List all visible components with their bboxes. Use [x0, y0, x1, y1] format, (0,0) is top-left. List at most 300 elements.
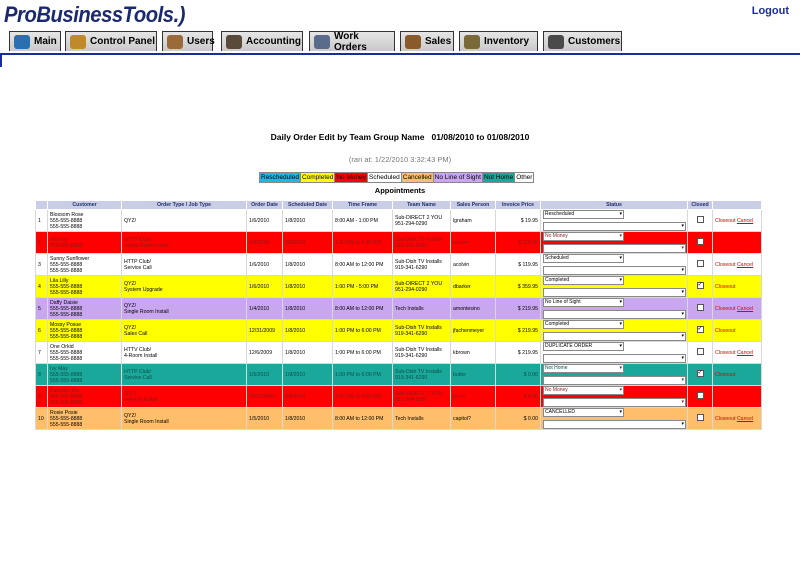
- sales-person: amontesino: [453, 305, 480, 312]
- invoice-price: $ 219.95: [517, 305, 538, 312]
- scheduled-date: 1/8/2010: [285, 239, 306, 246]
- column-header: Team Name: [393, 201, 451, 210]
- salesperson-icon: [405, 35, 421, 49]
- status-cell: [541, 298, 688, 320]
- status-select[interactable]: Scheduled ▾: [543, 254, 624, 263]
- scheduled-date: 1/8/2010: [285, 415, 306, 422]
- status-note-select[interactable]: [543, 332, 686, 341]
- order-cell: [122, 320, 247, 342]
- closeout-link[interactable]: Closeout: [715, 349, 736, 356]
- tab-label: Users: [187, 36, 215, 47]
- order-date: 1/6/2010: [249, 239, 270, 246]
- customer-name: Rosie Posie: [50, 409, 78, 416]
- closeout-link[interactable]: Closeout: [715, 261, 736, 268]
- status-note-select[interactable]: [543, 310, 686, 319]
- order-date-cell: [247, 210, 283, 232]
- legend-item: Not Home: [483, 174, 514, 181]
- customer-phone: 555-555-8888: [50, 393, 83, 400]
- time-frame-cell: [333, 320, 393, 342]
- time-frame-cell: [333, 386, 393, 408]
- status-note-select[interactable]: [543, 288, 686, 297]
- customer-cell: [48, 232, 122, 254]
- team-name: Sub-Dish TV Installs: [395, 236, 442, 243]
- app-logo: ProBusinessTools.): [4, 2, 186, 27]
- status-cell: [541, 342, 688, 364]
- customer-name: One Orkid: [50, 343, 74, 350]
- customer-phone: 555-555-8888: [50, 327, 83, 334]
- cancel-link[interactable]: Cancel: [736, 217, 754, 224]
- customer-cell: [48, 320, 122, 342]
- customer-cell: [48, 276, 122, 298]
- closed-cell: [688, 364, 713, 386]
- closed-checkbox[interactable]: [697, 392, 704, 399]
- job-type: 4-Room Install: [124, 396, 158, 403]
- closed-cell: [688, 386, 713, 408]
- scheduled-date-cell: [283, 320, 333, 342]
- customer-phone: 555-555-8888: [50, 415, 83, 422]
- customer-phone: 555-555-8888: [50, 377, 83, 384]
- closeout-link[interactable]: Closeout: [715, 327, 736, 334]
- column-header: [713, 201, 762, 210]
- scheduled-date: 1/8/2010: [285, 393, 306, 400]
- closed-checkbox[interactable]: [697, 370, 704, 377]
- status-cell: [541, 386, 688, 408]
- customers-icon: [548, 35, 564, 49]
- invoice-price: $ 219.95: [517, 327, 538, 334]
- sales-person: capitol?: [453, 415, 471, 422]
- team-name: Tech Installs: [395, 305, 424, 312]
- sales-person-cell: [451, 254, 496, 276]
- closed-checkbox[interactable]: [697, 348, 704, 355]
- customer-phone: 555-555-8888: [50, 267, 83, 274]
- sales-person: acolvin: [453, 239, 470, 246]
- sales-person-cell: [451, 210, 496, 232]
- closed-cell: [688, 342, 713, 364]
- closeout-link[interactable]: Closeout: [715, 305, 736, 312]
- invoice-price: $ 0.00: [523, 393, 538, 400]
- job-type: Single Room Install: [124, 418, 169, 425]
- customer-name: Mossy Posue: [50, 321, 82, 328]
- customer-cell: [48, 254, 122, 276]
- status-note-select[interactable]: [543, 266, 686, 275]
- order-cell: [122, 342, 247, 364]
- order-type: QYZ/: [124, 412, 137, 419]
- customer-phone: 555-555-8888: [50, 223, 83, 230]
- report-title: [0, 132, 800, 142]
- customer-name: Daffy Daisie: [50, 299, 78, 306]
- order-cell: [122, 408, 247, 430]
- cancel-link[interactable]: Cancel: [736, 415, 754, 422]
- closeout-link[interactable]: Closeout: [715, 217, 736, 224]
- status-select[interactable]: Rescheduled ▾: [543, 210, 624, 219]
- tab-label: Work Orders: [334, 30, 367, 53]
- customer-phone: 555-555-8888: [50, 283, 83, 290]
- status-note-select[interactable]: [543, 420, 686, 429]
- customer-name: Sunny Sunflower: [50, 255, 90, 262]
- time-frame: 1:00 PM to 6:00 PM: [335, 327, 381, 334]
- row-number-cell: [36, 232, 48, 254]
- legend-item: Other: [516, 174, 533, 181]
- status-select[interactable]: Completed ▾: [543, 320, 624, 329]
- status-select[interactable]: Completed ▾: [543, 276, 624, 285]
- sales-person: dbarker: [453, 283, 471, 290]
- table-row: [36, 210, 762, 232]
- order-cell: [122, 232, 247, 254]
- closed-checkbox[interactable]: [697, 304, 704, 311]
- tab-users[interactable]: [162, 31, 213, 51]
- time-frame-cell: [333, 364, 393, 386]
- closed-checkbox[interactable]: [697, 282, 704, 289]
- team-cell: [393, 210, 451, 232]
- row-number-cell: [36, 298, 48, 320]
- closed-cell: [688, 298, 713, 320]
- order-date-cell: [247, 386, 283, 408]
- team-cell: [393, 232, 451, 254]
- order-date: 1/4/2010: [249, 305, 270, 312]
- scheduled-date-cell: [283, 342, 333, 364]
- order-cell: [122, 298, 247, 320]
- tab-label: Control Panel: [90, 36, 156, 47]
- sales-person-cell: [451, 386, 496, 408]
- actions-cell: [713, 276, 762, 298]
- row-number: 9: [38, 393, 41, 400]
- job-type: Sales Call: [124, 330, 148, 337]
- customer-phone: 555-555-8888: [50, 349, 83, 356]
- sales-person-cell: [451, 408, 496, 430]
- status-cell: [541, 210, 688, 232]
- customer-phone: 555-555-8888: [50, 305, 83, 312]
- order-cell: [122, 254, 247, 276]
- job-type: 4-Room Install: [124, 352, 158, 359]
- order-date-cell: [247, 232, 283, 254]
- closeout-link[interactable]: Closeout: [715, 371, 736, 378]
- pencil-icon: [70, 35, 86, 49]
- scheduled-date-cell: [283, 386, 333, 408]
- sales-person: jfachenmeyer: [453, 327, 485, 334]
- column-header: Time Frame: [333, 201, 393, 210]
- customer-name: Ivy May: [50, 365, 68, 372]
- order-type: QYZ/: [124, 324, 137, 331]
- column-header: Status: [541, 201, 688, 210]
- row-number: 1: [38, 217, 41, 224]
- time-frame: 1:00 PM - 5:00 PM: [335, 283, 379, 290]
- time-frame: 1:00 PM to 6:00 PM: [335, 349, 381, 356]
- closeout-link[interactable]: Closeout: [715, 283, 736, 290]
- invoice-price: $ 119.95: [518, 261, 538, 268]
- scheduled-date: 1/8/2010: [285, 349, 306, 356]
- customer-cell: [48, 298, 122, 320]
- order-date-cell: [247, 408, 283, 430]
- legend-item: Rescheduled: [261, 174, 299, 181]
- status-select[interactable]: Not Home ▾: [543, 364, 624, 373]
- time-frame: 1:00 PM to 6:00 PM: [335, 239, 381, 246]
- order-cell: [122, 210, 247, 232]
- row-number: 5: [38, 305, 41, 312]
- table-header-row: [36, 201, 762, 210]
- status-note-select[interactable]: [543, 398, 686, 407]
- customer-cell: [48, 210, 122, 232]
- order-date-cell: [247, 320, 283, 342]
- column-header: Closed: [688, 201, 713, 210]
- logout-link[interactable]: Logout: [751, 5, 789, 17]
- status-cell: [541, 276, 688, 298]
- appointments-heading: Appointments: [374, 186, 426, 195]
- report-ran-at: (ran at: 1/22/2010 3:32:43 PM): [348, 155, 452, 164]
- tab-sales[interactable]: [400, 31, 454, 51]
- status-select[interactable]: DUPLICATE ORDER ▾: [543, 342, 624, 351]
- status-select[interactable]: No Money ▾: [543, 232, 624, 241]
- order-date: 12/23/2009: [249, 393, 275, 400]
- order-date: 1/6/2010: [249, 283, 270, 290]
- actions-cell: [713, 386, 762, 408]
- cancel-link[interactable]: Cancel: [736, 261, 754, 268]
- status-note-select[interactable]: [543, 376, 686, 385]
- actions-cell: [713, 232, 762, 254]
- order-cell: [122, 276, 247, 298]
- team-name: Sub-Dish TV Installs: [395, 346, 442, 353]
- scheduled-date-cell: [283, 364, 333, 386]
- scheduled-date: 1/8/2010: [285, 305, 306, 312]
- customer-phone: 555-555-8888: [50, 217, 83, 224]
- legend-item: Completed: [301, 174, 334, 181]
- invoice-price-cell: [496, 232, 541, 254]
- invoice-price-cell: [496, 210, 541, 232]
- status-cell: [541, 254, 688, 276]
- table-row: [36, 320, 762, 342]
- tab-label: Inventory: [484, 36, 530, 47]
- actions-cell: [713, 210, 762, 232]
- order-type: HTTP Club/: [124, 368, 152, 375]
- closed-checkbox[interactable]: [697, 326, 704, 333]
- sales-person: butler: [453, 371, 466, 378]
- scheduled-date: 1/8/2010: [285, 261, 306, 268]
- team-name: Sub-DIRECT 2 YOU: [395, 280, 443, 287]
- row-number-cell: [36, 386, 48, 408]
- status-cell: [541, 320, 688, 342]
- team-cell: [393, 386, 451, 408]
- scheduled-date: 1/8/2010: [285, 217, 306, 224]
- team-cell: [393, 276, 451, 298]
- team-name: Sub-Dish TV Installs: [395, 324, 442, 331]
- scheduled-date-cell: [283, 408, 333, 430]
- table-row: [36, 254, 762, 276]
- status-select[interactable]: CANCELLED ▾: [543, 408, 624, 417]
- closed-checkbox[interactable]: [697, 414, 704, 421]
- team-phone: 919-341-6290: [395, 374, 428, 381]
- cancel-link[interactable]: Cancel: [736, 305, 754, 312]
- scheduled-date-cell: [283, 298, 333, 320]
- closed-cell: [688, 276, 713, 298]
- job-type: Single Room Install: [124, 242, 169, 249]
- row-number: 2: [38, 239, 41, 246]
- closed-cell: [688, 254, 713, 276]
- scheduled-date-cell: [283, 210, 333, 232]
- closeout-link[interactable]: Closeout: [715, 415, 736, 422]
- status-cell: [541, 364, 688, 386]
- sales-person: acolvin: [453, 261, 470, 268]
- invoice-price-cell: [496, 298, 541, 320]
- order-type: QYZ/: [124, 390, 137, 397]
- team-cell: [393, 254, 451, 276]
- row-number: 7: [38, 349, 41, 356]
- column-header: [36, 201, 48, 210]
- order-type: QYZ/: [124, 217, 137, 224]
- tab-accounting[interactable]: [221, 31, 303, 51]
- row-number-cell: [36, 364, 48, 386]
- sales-person-cell: [451, 364, 496, 386]
- closed-cell: [688, 320, 713, 342]
- row-number-cell: [36, 320, 48, 342]
- team-name: Tech Installs: [395, 415, 424, 422]
- team-phone: 951-294-0290: [395, 286, 428, 293]
- status-select[interactable]: No Money ▾: [543, 386, 624, 395]
- team-phone: 919-341-6290: [395, 264, 428, 271]
- row-number: 4: [38, 283, 41, 290]
- tab-inventory[interactable]: [459, 31, 538, 51]
- table-row: [36, 276, 762, 298]
- order-date-cell: [247, 342, 283, 364]
- report-date-range: 01/08/2010 to 01/08/2010: [431, 132, 530, 142]
- tab-label: Accounting: [246, 36, 301, 47]
- team-name: Sub-Dish TV Installs: [395, 368, 442, 375]
- actions-cell: [713, 342, 762, 364]
- row-number: 8: [38, 371, 41, 378]
- legend-item: Scheduled: [369, 174, 400, 181]
- time-frame: 8:00 AM to 12:00 PM: [335, 415, 384, 422]
- customer-phone: 555-555-8888: [50, 242, 83, 249]
- customer-phone: 555-555-8888: [50, 399, 83, 406]
- actions-cell: [713, 298, 762, 320]
- sales-person-cell: [451, 320, 496, 342]
- team-phone: 919-341-6290: [395, 242, 428, 249]
- order-date: 12/6/2009: [249, 349, 273, 356]
- row-number-cell: [36, 276, 48, 298]
- invoice-price-cell: [496, 386, 541, 408]
- order-date-cell: [247, 254, 283, 276]
- status-legend: [259, 172, 534, 183]
- order-type: HTTV Club/: [124, 236, 152, 243]
- scheduled-date: 1/8/2010: [285, 283, 306, 290]
- time-frame-cell: [333, 254, 393, 276]
- closed-cell: [688, 232, 713, 254]
- invoice-price: $ 0.00: [523, 415, 538, 422]
- status-note-select[interactable]: [543, 222, 686, 231]
- row-number-cell: [36, 210, 48, 232]
- time-frame-cell: [333, 276, 393, 298]
- tab-main[interactable]: [9, 31, 61, 51]
- status-select[interactable]: No Line of Sight ▾: [543, 298, 624, 307]
- time-frame: 1:00 PM to 6:00 PM: [335, 371, 381, 378]
- scheduled-date-cell: [283, 254, 333, 276]
- order-date: 1/6/2010: [249, 371, 270, 378]
- status-note-select[interactable]: [543, 354, 686, 363]
- order-date: 1/6/2010: [249, 261, 270, 268]
- row-number-cell: [36, 342, 48, 364]
- closed-checkbox[interactable]: [697, 260, 704, 267]
- customer-phone: 555-555-8888: [50, 371, 83, 378]
- customer-phone: 555-555-8888: [50, 355, 83, 362]
- time-frame-cell: [333, 408, 393, 430]
- appointments-table: [35, 200, 762, 430]
- customer-phone: 555-555-8888: [50, 261, 83, 268]
- invoice-price-cell: [496, 408, 541, 430]
- team-name: Sub-DIRECT 2 YOU: [395, 214, 443, 221]
- scheduled-date-cell: [283, 276, 333, 298]
- box-icon: [464, 35, 480, 49]
- customer-cell: [48, 386, 122, 408]
- order-date-cell: [247, 276, 283, 298]
- invoice-price-cell: [496, 364, 541, 386]
- column-header: Invoice Price: [496, 201, 541, 210]
- actions-cell: [713, 364, 762, 386]
- globe-icon: [14, 35, 30, 49]
- closed-checkbox[interactable]: [697, 238, 704, 245]
- tab-control-panel[interactable]: [65, 31, 157, 51]
- team-cell: [393, 342, 451, 364]
- closed-cell: [688, 210, 713, 232]
- sales-person-cell: [451, 276, 496, 298]
- sales-person-cell: [451, 298, 496, 320]
- order-cell: [122, 386, 247, 408]
- order-type: HTTV Club/: [124, 346, 152, 353]
- customer-phone: 555-555-8888: [50, 421, 83, 428]
- legend-item: No Money: [336, 174, 367, 181]
- team-name: Sub-DIRECT 2 YOU: [395, 390, 443, 397]
- customer-phone: 555-555-8888: [50, 311, 83, 318]
- closed-checkbox[interactable]: [697, 216, 704, 223]
- customer-phone: 555-555-8888: [50, 333, 83, 340]
- order-type: QYZ/: [124, 280, 137, 287]
- time-frame: 8:00 AM to 12:00 PM: [335, 305, 384, 312]
- report-title-text: Daily Order Edit by Team Group Name: [270, 132, 425, 142]
- team-cell: [393, 320, 451, 342]
- customer-cell: [48, 364, 122, 386]
- order-date-cell: [247, 364, 283, 386]
- invoice-price-cell: [496, 276, 541, 298]
- tab-work-orders[interactable]: [309, 31, 395, 51]
- table-row: [36, 408, 762, 430]
- job-type: System Upgrade: [124, 286, 163, 293]
- sales-person: kbrown: [453, 349, 470, 356]
- team-name: Sub-Dish TV Installs: [395, 258, 442, 265]
- table-row: [36, 342, 762, 364]
- accountant-icon: [226, 35, 242, 49]
- row-number-cell: [36, 408, 48, 430]
- closed-cell: [688, 408, 713, 430]
- order-type: HTTP Club/: [124, 258, 152, 265]
- tab-label: Main: [34, 36, 57, 47]
- row-number: 3: [38, 261, 41, 268]
- status-cell: [541, 408, 688, 430]
- tab-label: Sales: [425, 36, 452, 47]
- table-row: [36, 364, 762, 386]
- column-header: Customer: [48, 201, 122, 210]
- customer-phone: 555-555-8888: [50, 289, 83, 296]
- sales-person-cell: [451, 232, 496, 254]
- invoice-price-cell: [496, 254, 541, 276]
- status-note-select[interactable]: [543, 244, 686, 253]
- table-row: [36, 298, 762, 320]
- table-row: [36, 386, 762, 408]
- time-frame: 8:00 AM - 1:00 PM: [335, 217, 378, 224]
- team-cell: [393, 408, 451, 430]
- tab-customers[interactable]: [543, 31, 622, 51]
- sales-person: lynch: [453, 393, 466, 400]
- team-cell: [393, 298, 451, 320]
- row-number-cell: [36, 254, 48, 276]
- cancel-link[interactable]: Cancel: [736, 349, 754, 356]
- team-cell: [393, 364, 451, 386]
